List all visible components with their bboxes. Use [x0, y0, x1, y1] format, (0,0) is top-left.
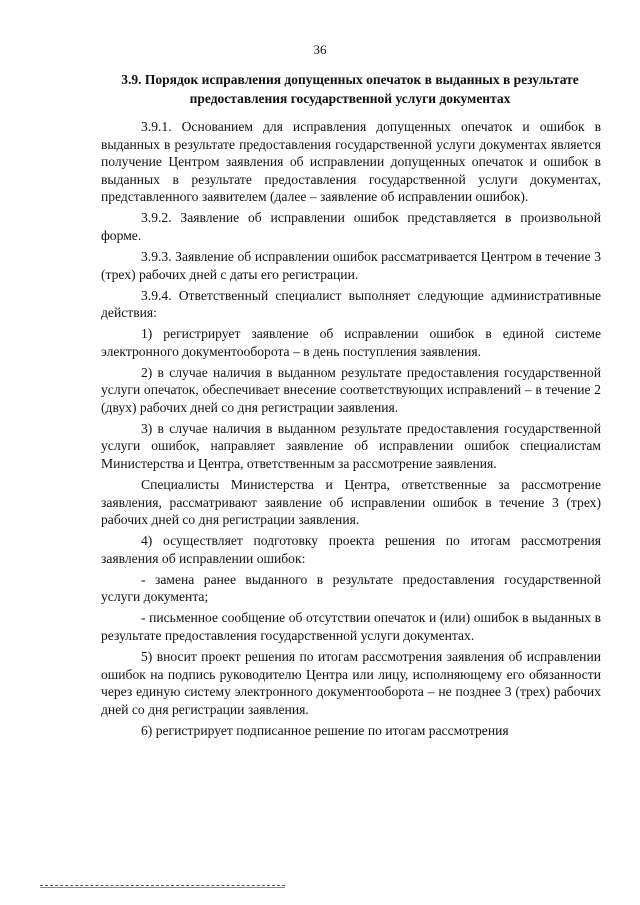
section-heading: 3.9. Порядок исправления допущенных опечаток в выданных в результате предоставления государственной услуги документах [121, 72, 579, 106]
list-item-1: 1) регистрирует заявление об исправлении ошибок в единой системе электронного документооборота – в день поступления заявления. [101, 326, 601, 359]
paragraph-3-9-3: 3.9.3. Заявление об исправлении ошибок рассматривается Центром в течение 3 (трех) рабочих дней с даты его регистрации. [101, 248, 601, 282]
document-body [101, 118, 601, 739]
paragraph-specialists: Специалисты Министерства и Центра, ответственные за рассмотрение заявления, рассматривают заявление об исправлении ошибок в течение 3 (трех) рабочих дней со дня регистрации заявления. [101, 477, 601, 528]
paragraph-3-9-4: 3.9.4. Ответственный специалист выполняет следующие административные действия: [101, 287, 601, 321]
list-item-3: 3) в случае наличия в выданном результате предоставления государственной услуги ошибок, направляет заявление об исправлении ошибок специалистам Министерства и Центра, ответственным за рассмотрение заявления. [101, 420, 601, 472]
dash-item-replacement: - замена ранее выданного в результате предоставления государственной услуги документа; [101, 571, 601, 605]
list-item-5: 5) вносит проект решения по итогам рассмотрения заявления об исправлении ошибок на подпись руководителю Центра или лицу, исполняющему его обязанности через единую систему электронного документооборота – не позднее 3 (трех) рабочих дней со дня регистрации заявления. [101, 648, 601, 717]
dash-item-written-notice: - письменное сообщение об отсутствии опечаток и (или) ошибок в выданных в результате предоставления государственной услуги документах. [101, 610, 601, 643]
paragraph-3-9-2: 3.9.2. Заявление об исправлении ошибок представляется в произвольной форме. [101, 210, 601, 243]
page-number: 36 [313, 42, 327, 57]
list-item-6: 6) регистрирует подписанное решение по итогам рассмотрения [141, 722, 509, 738]
paragraph-3-9-1: 3.9.1. Основанием для исправления допущенных опечаток и ошибок в выданных в результате предоставления государственной услуги документах является получение Центром заявления об исправлении допущенных опечаток и ошибок в выданных в результате предоставления государственной услуги документах, представленного заявителем (далее – заявление об исправлении ошибок). [101, 119, 601, 205]
list-item-2: 2) в случае наличия в выданном результате предоставления государственной услуги опечаток, обеспечивает внесение соответствующих исправлений – в течение 2 (двух) рабочих дней со дня регистрации заявления. [101, 364, 601, 415]
footer-divider [40, 885, 285, 886]
list-item-4: 4) осуществляет подготовку проекта решения по итогам рассмотрения заявления об исправлении ошибок: [101, 533, 601, 566]
footer-divider-underline [40, 887, 285, 888]
